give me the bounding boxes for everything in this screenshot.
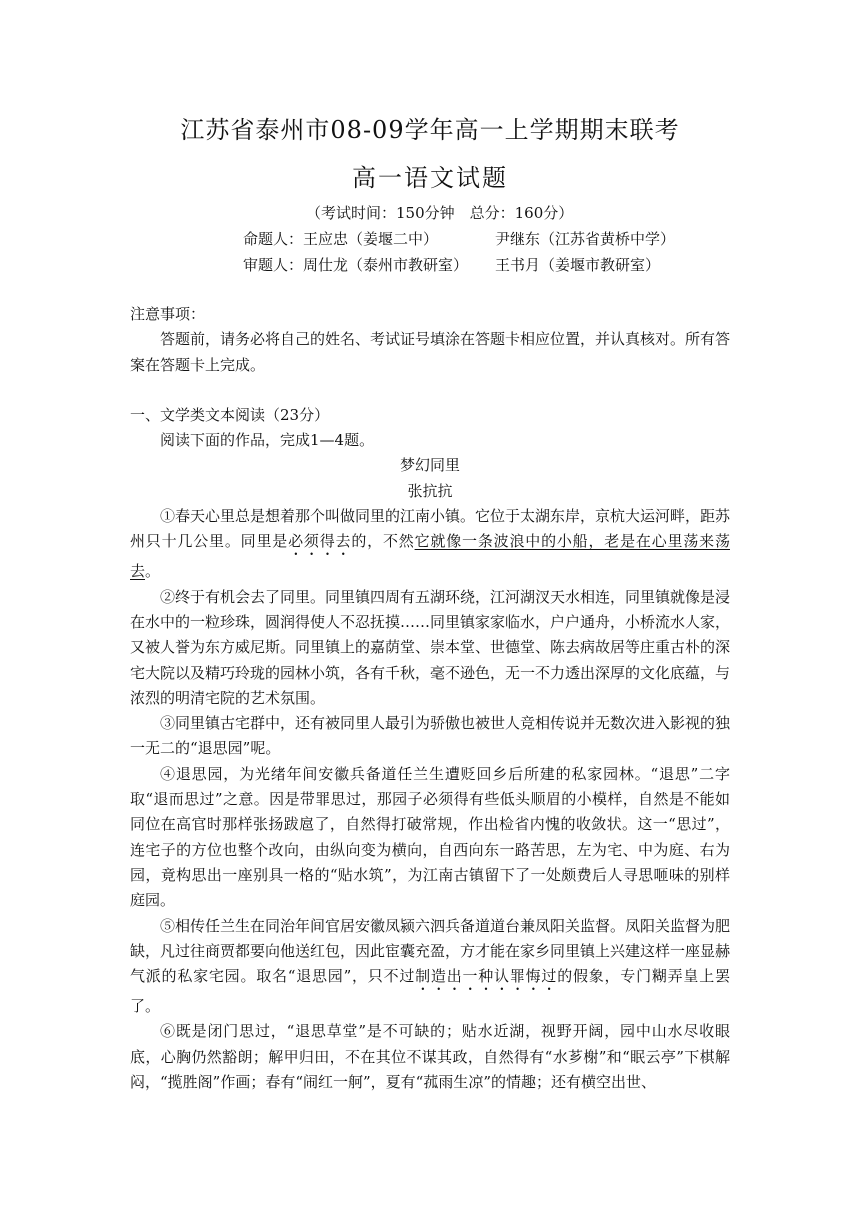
p5-text-b: 的假象，专门糊弄皇上罢了。 (130, 967, 730, 1016)
paragraph-6: ⑥既是闭门思过，“退思草堂”是不可缺的；贴水近湖，视野开阔，园中山水尽收眼底，心胸仍然豁朗；解甲归田，不在其位不谋其政，自然得有“水芗榭”和“眠云亭”下棋解闷，“揽胜阁”作画；春有“闹红一舸”，夏有“菰雨生凉”的情趣；还有横空出世、 (130, 1022, 730, 1092)
paragraph-4: ④退思园，为光绪年间安徽兵备道任兰生遭贬回乡后所建的私家园林。“退思”二字取“退而思过”之意。因是带罪思过，那园子必须得有些低头顺眉的小模样，自然是不能如同位在高官时那样张扬跋扈了，自然得打破常规，作出检省内愧的收敛状。这一“思过”，连宅子的方位也整个改向，由纵向变为横向，自西向东一路苦思，左为宅、中为庭、右为园，竟构思出一座别具一格的“贴水筑”，为江南古镇留下了一处颇费后人寻思咂味的别样庭园。 (130, 764, 730, 910)
document-subtitle: 高一语文试题 (352, 164, 508, 192)
paragraph-5 (130, 914, 730, 1020)
p5-text-a: ⑤相传任兰生在同治年间官居安徽凤颍六泗兵备道道台兼凤阳关监督。凤阳关监督为肥缺，凡过往商贾都要向他送红包，因此宦囊充盈，方才能在家乡同里镇上兴建这样一座显赫气派的私家宅园。取名“退思园”，只不过 (130, 916, 731, 986)
setters-line: 命题人：王应忠（姜堰二中） (243, 230, 439, 248)
document-title: 江苏省泰州市08-09学年高一上学期期末联考 (180, 116, 680, 144)
paragraph-3: ③同里镇古宅群中，还有被同里人最引为骄傲也被世人竞相传说并无数次进入影视的独一无二的“退思园”呢。 (130, 714, 731, 758)
setter-second: 尹继东（江苏省黄桥中学） (495, 230, 676, 248)
notice-text: 答题前，请务必将自己的姓名、考试证号填涂在答题卡相应位置，并认真核对。所有答案在答题卡上完成。 (130, 330, 731, 374)
p1-text-a: ①春天心里总是想着那个叫做同里的江南小镇。它位于太湖东岸，京杭大运河畔，距苏州只十几公里。同里是 (130, 507, 731, 551)
p5-dotted-phrase: 制造出一种认罪悔过 (415, 967, 558, 986)
notice-heading: 注意事项： (130, 305, 206, 323)
reviewer-second: 王书月（姜堰市教研室） (495, 256, 661, 274)
p1-underlined-sentence: 它就像一条波浪中的小船，老是在心里荡来荡去 (130, 532, 730, 581)
p1-text-b: 的，不然 (351, 532, 415, 551)
p1-dotted-phrase: 必须得去 (288, 532, 352, 551)
paragraph-2: ②终于有机会去了同里。同里镇四周有五湖环绕，江河湖汊天水相连，同里镇就像是浸在水中的一粒珍珠，圆润得使人不忍抚摸……同里镇家家临水，户户通舟，小桥流水人家，又被人誉为东方威尼斯。同里镇上的嘉荫堂、崇本堂、世德堂、陈去病故居等庄重古朴的深宅大院以及精巧玲珑的园林小筑，各有千秋，毫不逊色，无一不力透出深厚的文化底蕴，与浓烈的明清宅院的艺术氛围。 (130, 587, 731, 707)
section-instruction: 阅读下面的作品，完成1—4题。 (160, 431, 375, 450)
document-body (130, 302, 730, 1095)
exam-info: （考试时间：150分钟 总分：160分） (306, 204, 574, 222)
essay-title: 梦幻同里 (399, 456, 460, 475)
reviewers-line: 审题人：周仕龙（泰州市教研室） (243, 256, 469, 274)
paragraph-1 (130, 504, 730, 585)
p1-text-c: 。 (145, 562, 161, 581)
section-heading: 一、文学类文本阅读（23分） (130, 405, 330, 424)
essay-author: 张抗抗 (407, 481, 453, 500)
